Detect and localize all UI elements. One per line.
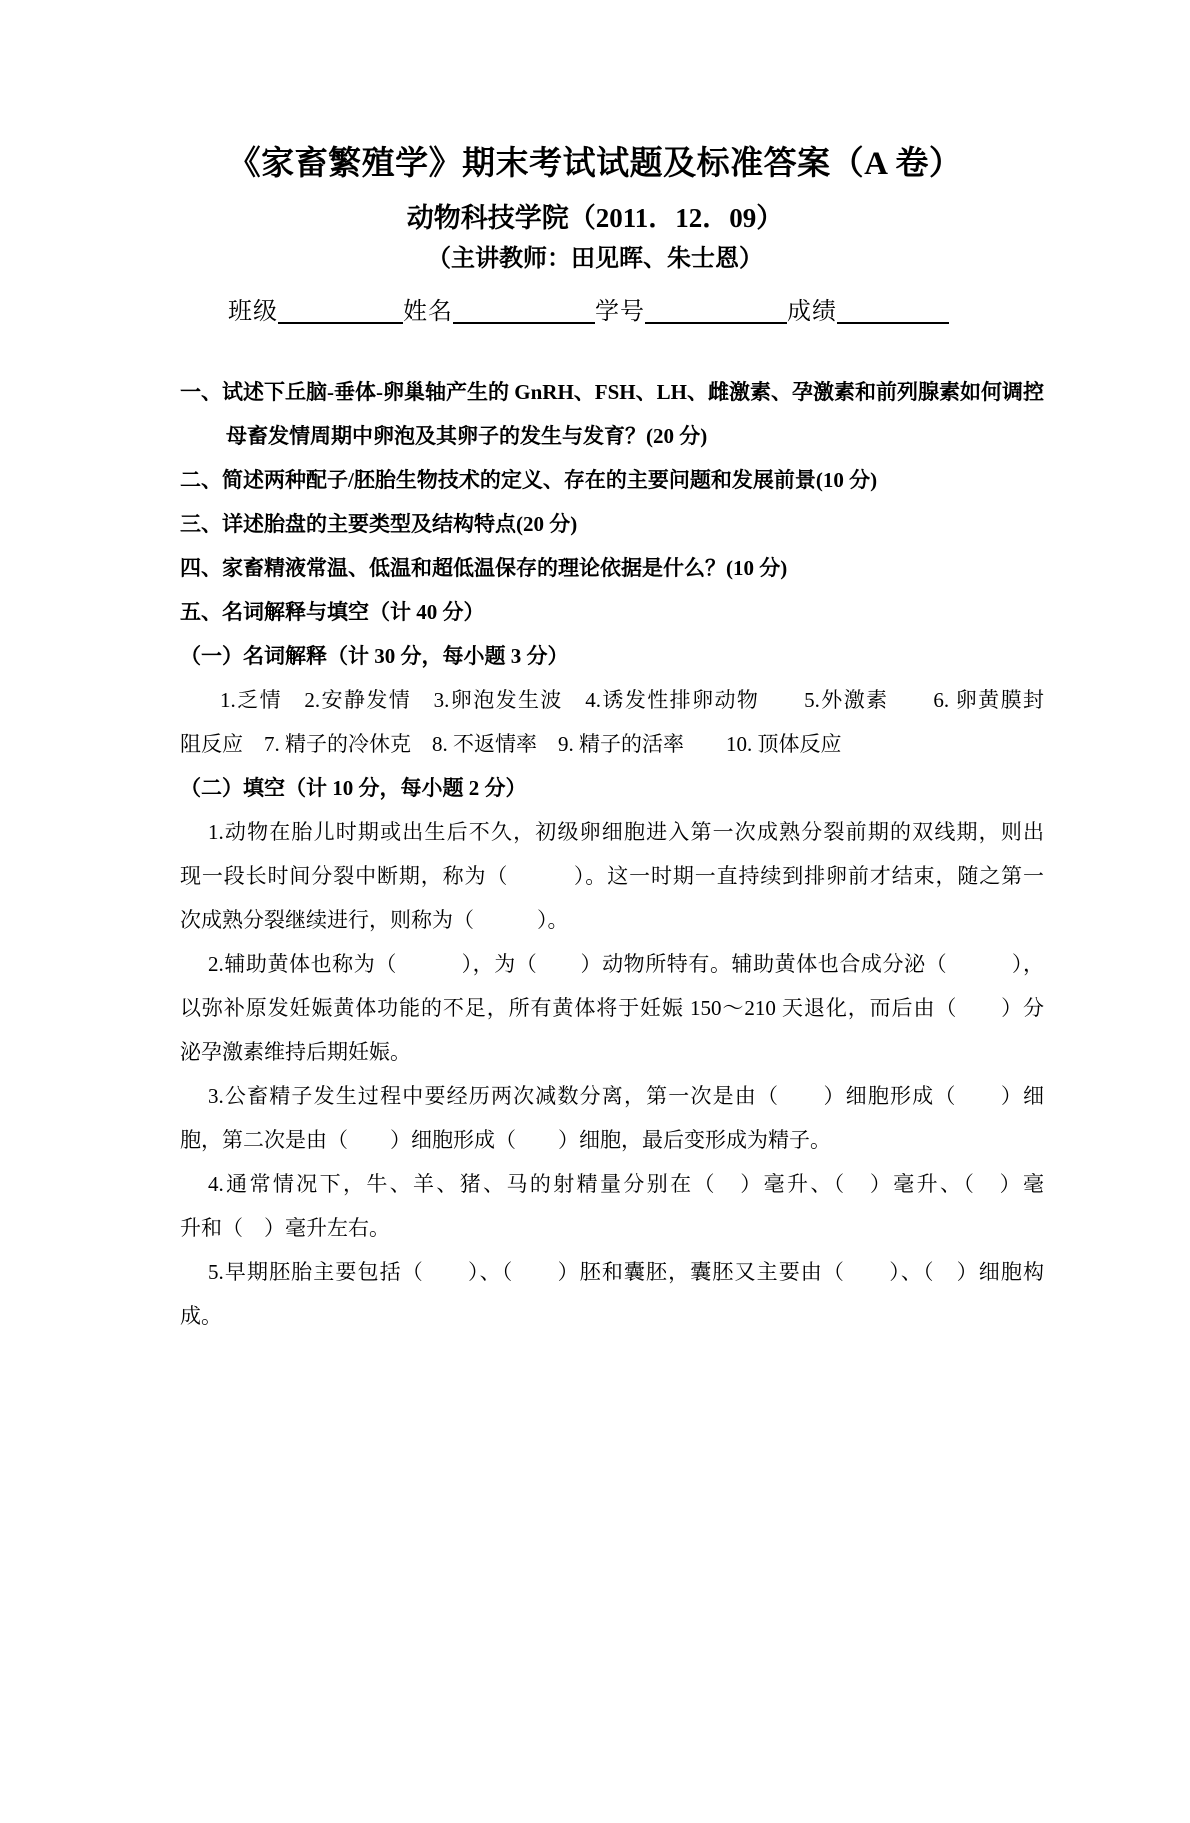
form-field xyxy=(787,296,949,328)
text-line: 次成熟分裂继续进行，则称为（ ）。 xyxy=(180,908,569,932)
form-field-underline xyxy=(278,302,403,324)
form-field-label: 班级 xyxy=(228,299,278,325)
text-line: 1.乏情 2.安静发情 3.卵泡发生波 4.诱发性排卵动物 5.外激素 6. 卵黄膜封 xyxy=(220,688,1044,712)
text-line: 2.辅助黄体也称为（ ），为（ ）动物所特有。辅助黄体也合成分泌（ ）， xyxy=(208,952,1044,976)
text-line: 升和（ ）毫升左右。 xyxy=(180,1216,390,1240)
student-info-row xyxy=(228,296,1190,328)
text-line: 5.早期胚胎主要包括（ ）、（ ）胚和囊胚，囊胚又主要由（ ）、（ ）细胞构 xyxy=(208,1260,1044,1284)
exam-page xyxy=(0,140,1190,1823)
page-title: 《家畜繁殖学》期末考试试题及标准答案（A 卷） xyxy=(227,146,963,182)
form-field xyxy=(228,296,403,328)
form-field-underline xyxy=(837,302,949,324)
form-field-label: 成绩 xyxy=(787,299,837,325)
form-field-underline xyxy=(645,302,787,324)
form-field xyxy=(403,296,595,328)
question-line: 母畜发情周期中卵泡及其卵子的发生与发育？(20 分) xyxy=(226,424,708,448)
exam-body xyxy=(180,370,1044,1338)
text-line: 4.通常情况下，牛、羊、猪、马的射精量分别在（ ）毫升、（ ）毫升、（ ）毫 xyxy=(208,1172,1044,1196)
question-line: 五、名词解释与填空（计 40 分） xyxy=(180,600,485,624)
text-line: 泌孕激素维持后期妊娠。 xyxy=(180,1040,411,1064)
question-line: 三、详述胎盘的主要类型及结构特点(20 分) xyxy=(180,512,578,536)
exam-subtitle: 动物科技学院（2011．12．09） xyxy=(406,203,784,233)
text-line: 成。 xyxy=(180,1304,222,1328)
question-line: （一）名词解释（计 30 分，每小题 3 分） xyxy=(180,644,569,668)
form-field-label: 学号 xyxy=(595,299,645,325)
question-line: 一、试述下丘脑-垂体-卵巢轴产生的 GnRH、FSH、LH、雌激素、孕激素和前列腺素如何调控 xyxy=(180,380,1044,404)
text-line: 1.动物在胎儿时期或出生后不久，初级卵细胞进入第一次成熟分裂前期的双线期，则出 xyxy=(208,820,1044,844)
question-line: 四、家畜精液常温、低温和超低温保存的理论依据是什么？(10 分) xyxy=(180,556,788,580)
form-field-label: 姓名 xyxy=(403,299,453,325)
form-field xyxy=(595,296,787,328)
text-line: 现一段长时间分裂中断期，称为（ ）。这一时期一直持续到排卵前才结束，随之第一 xyxy=(180,864,1044,888)
text-line: 胞，第二次是由（ ）细胞形成（ ）细胞，最后变形成为精子。 xyxy=(180,1128,831,1152)
question-line: （二）填空（计 10 分，每小题 2 分） xyxy=(180,776,527,800)
form-field-underline xyxy=(453,302,595,324)
text-line: 3.公畜精子发生过程中要经历两次减数分离，第一次是由（ ）细胞形成（ ）细 xyxy=(208,1084,1044,1108)
question-line: 二、简述两种配子/胚胎生物技术的定义、存在的主要问题和发展前景(10 分) xyxy=(180,468,878,492)
text-line: 阻反应 7. 精子的冷休克 8. 不返情率 9. 精子的活率 10. 顶体反应 xyxy=(180,732,842,756)
text-line: 以弥补原发妊娠黄体功能的不足，所有黄体将于妊娠 150～210 天退化，而后由（ ）分 xyxy=(180,996,1044,1020)
instructors-line: （主讲教师：田见晖、朱士恩） xyxy=(427,246,763,272)
